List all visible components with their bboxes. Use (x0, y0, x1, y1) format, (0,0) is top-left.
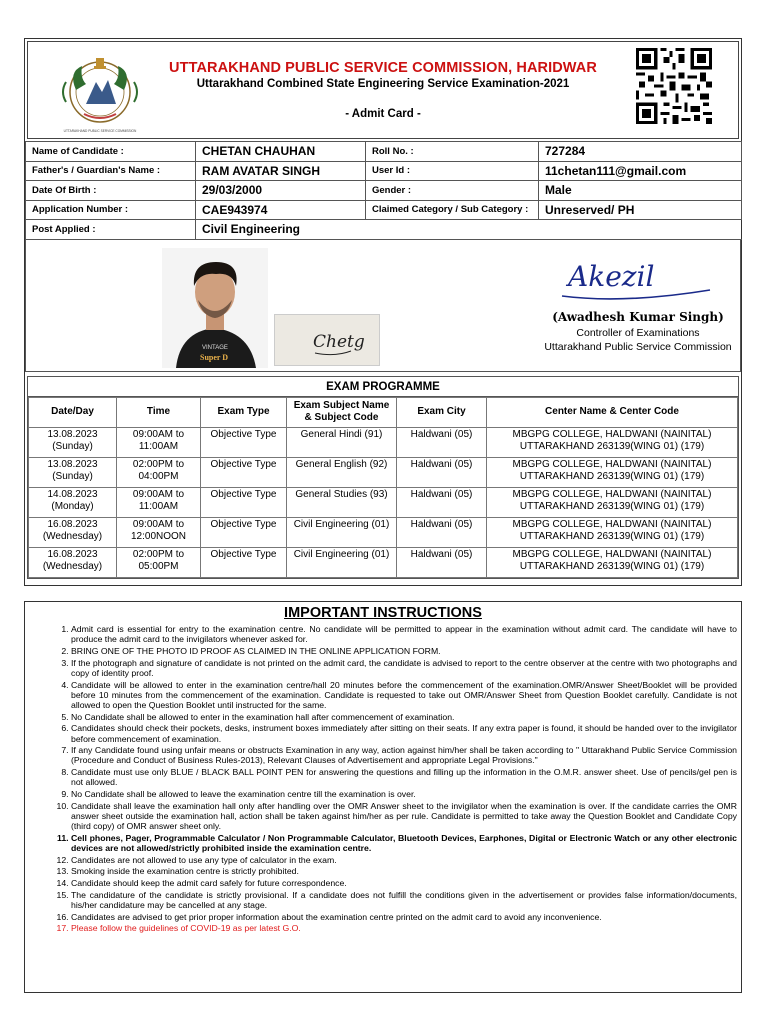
info-label: User Id : (366, 161, 539, 181)
exam-center-line: UTTARAKHAND 263139(WING 01) (179) (519, 500, 705, 512)
programme-row (29, 457, 738, 487)
instruction-item: 12. Candidates are not allowed to use any type of calculator in the exam. (71, 855, 737, 865)
instructions-list (25, 624, 741, 934)
exam-city: Haldwani (05) (397, 547, 487, 577)
info-label: Date Of Birth : (26, 181, 196, 201)
exam-time-line: 04:00PM (138, 470, 179, 482)
exam-date-line: (Sunday) (52, 470, 93, 482)
exam-date-line: (Wednesday) (42, 530, 103, 542)
exam-center-line: UTTARAKHAND 263139(WING 01) (179) (519, 560, 705, 572)
candidate-signature-text: Chetg (313, 331, 365, 352)
exam-center (487, 487, 738, 517)
exam-date-line: (Monday) (51, 500, 94, 512)
instruction-item: 9. No Candidate shall be allowed to leave the examination centre till the examination is over. (71, 789, 737, 799)
instruction-item: 15. The candidature of the candidate is strictly provisional. If a candidate does not fulfill the conditions given in the advertisement or provides false information/documents, his/her candidature may be cancelled at any stage. (71, 890, 737, 910)
info-value: 11chetan111@gmail.com (539, 161, 742, 181)
instruction-item: 6. Candidates should check their pockets, desks, instrument boxes immediately after sitting on their seats. If any extra paper is found, it should be handed over to the invigilator before commencement of examination. (71, 723, 737, 743)
candidate-signature (274, 314, 380, 366)
controller-designation: Controller of Examinations (576, 326, 700, 339)
exam-name: Uttarakhand Combined State Engineering Service Examination-2021 (196, 78, 570, 90)
info-row (26, 220, 742, 240)
exam-city: Haldwani (05) (397, 487, 487, 517)
exam-date-line: 13.08.2023 (47, 458, 98, 470)
exam-date (29, 427, 117, 457)
exam-center-line: MBGPG COLLEGE, HALDWANI (NAINITAL) (512, 518, 712, 530)
exam-time (117, 457, 201, 487)
programme-row (29, 517, 738, 547)
info-value: Unreserved/ PH (539, 200, 742, 220)
post-applied-value: Civil Engineering (196, 220, 742, 240)
exam-programme (27, 376, 739, 579)
programme-row (29, 487, 738, 517)
controller-name: (Awadhesh Kumar Singh) (552, 309, 724, 324)
instruction-item: 1. Admit card is essential for entry to the examination centre. No candidate will be permitted to appear in the examination without admit card. The candidate will have to produce the admit card to the invigilators whenever asked for. (71, 624, 737, 644)
exam-subject: General Studies (93) (287, 487, 397, 517)
controller-signature-text: Akezil (568, 259, 655, 293)
exam-date (29, 487, 117, 517)
info-label: Claimed Category / Sub Category : (366, 200, 539, 220)
exam-center (487, 547, 738, 577)
exam-city: Haldwani (05) (397, 427, 487, 457)
info-label: Roll No. : (366, 142, 539, 162)
instruction-item: 4. Candidate will be allowed to enter in the examination centre/hall 20 minutes before the commencement of the examination.OMR/Answer Sheet/Booklet will be provided before 10 minutes from the commencement of the examination. Candidate is requested to take out OMR/Answer Sheet from Question Booklet carefully. Candidate is not allowed to open the Question Booklet until instructed for the same. (71, 680, 737, 711)
instruction-item: 13. Smoking inside the examination centre is strictly prohibited. (71, 866, 737, 876)
controller-organisation: Uttarakhand Public Service Commission (544, 340, 732, 353)
exam-center-line: MBGPG COLLEGE, HALDWANI (NAINITAL) (512, 488, 712, 500)
exam-date (29, 457, 117, 487)
exam-date-line: 14.08.2023 (47, 488, 98, 500)
exam-subject: General Hindi (91) (287, 427, 397, 457)
exam-time (117, 427, 201, 457)
programme-header: Center Name & Center Code (487, 397, 738, 427)
exam-type: Objective Type (201, 547, 287, 577)
exam-time-line: 12:00NOON (130, 530, 187, 542)
exam-date-line: 16.08.2023 (47, 518, 98, 530)
photo-shirt-script: Super D (200, 352, 229, 362)
exam-time-line: 11:00AM (138, 440, 179, 452)
info-row (26, 200, 742, 220)
programme-header: Exam City (397, 397, 487, 427)
exam-type: Objective Type (201, 457, 287, 487)
exam-date-line: (Sunday) (52, 440, 93, 452)
exam-date-line: 13.08.2023 (47, 428, 98, 440)
instruction-item: 7. If any Candidate found using unfair means or obstructs Examination in any way, action against him/her shall be taken according to " Uttarakhand Public Service Commission (Procedure and Conduct of Business Rules-2013), Relevant Clauses of Advertisement and appropriate Legal Provisions." (71, 745, 737, 765)
exam-subject: Civil Engineering (01) (287, 547, 397, 577)
instruction-item: 5. No Candidate shall be allowed to enter in the examination hall after commencement of examination. (71, 712, 737, 722)
exam-time-line: 09:00AM to (132, 518, 185, 530)
info-label: Father's / Guardian's Name : (26, 161, 196, 181)
exam-time-line: 09:00AM to (132, 428, 185, 440)
candidate-photo (162, 248, 268, 368)
exam-subject: Civil Engineering (01) (287, 517, 397, 547)
exam-type: Objective Type (201, 427, 287, 457)
commission-title: UTTARAKHAND PUBLIC SERVICE COMMISSION, HARIDWAR (169, 60, 597, 76)
exam-time-line: 05:00PM (138, 560, 179, 572)
exam-time-line: 02:00PM to (132, 548, 185, 560)
instruction-item: 11. Cell phones, Pager, Programmable Calculator / Non Programmable Calculator, Bluetooth Devices, Earphones, Digital or Electronic Watch or any other electronic devices are not allowed/strictly prohibited inside the examination centre. (71, 833, 737, 853)
exam-time-line: 09:00AM to (132, 488, 185, 500)
exam-type: Objective Type (201, 517, 287, 547)
exam-time (117, 547, 201, 577)
exam-center (487, 517, 738, 547)
info-label: Application Number : (26, 200, 196, 220)
exam-date (29, 517, 117, 547)
instruction-item: 14. Candidate should keep the admit card safely for future correspondence. (71, 878, 737, 888)
exam-time (117, 517, 201, 547)
info-value: 727284 (539, 142, 742, 162)
important-instructions (24, 601, 742, 993)
programme-header: Time (117, 397, 201, 427)
exam-time (117, 487, 201, 517)
info-row (26, 161, 742, 181)
info-value: 29/03/2000 (196, 181, 366, 201)
exam-center-line: UTTARAKHAND 263139(WING 01) (179) (519, 440, 705, 452)
instructions-title: IMPORTANT INSTRUCTIONS (284, 605, 482, 621)
exam-center-line: MBGPG COLLEGE, HALDWANI (NAINITAL) (512, 458, 712, 470)
exam-center-line: MBGPG COLLEGE, HALDWANI (NAINITAL) (512, 428, 712, 440)
instruction-item: 3. If the photograph and signature of candidate is not printed on the admit card, the candidate is advised to report to the centre observer at the centre with two photographs and copy of identity proof. (71, 658, 737, 678)
controller-signature (554, 250, 714, 308)
exam-date-line: 16.08.2023 (47, 548, 98, 560)
instruction-item: 8. Candidate must use only BLUE / BLACK BALL POINT PEN for answering the questions and filling up the information in the O.M.R. answer sheet. Use of pencils/gel pen is not allowed. (71, 767, 737, 787)
exam-city: Haldwani (05) (397, 517, 487, 547)
exam-center-line: UTTARAKHAND 263139(WING 01) (179) (519, 530, 705, 542)
instruction-item: 2. BRING ONE OF THE PHOTO ID PROOF AS CLAIMED IN THE ONLINE APPLICATION FORM. (71, 646, 737, 656)
programme-row (29, 547, 738, 577)
info-value: CAE943974 (196, 200, 366, 220)
programme-header: Exam Type (201, 397, 287, 427)
info-value: CHETAN CHAUHAN (196, 142, 366, 162)
qr-code-icon (636, 48, 712, 124)
instruction-item: 16. Candidates are advised to get prior proper information about the examination centre printed on the admit card to avoid any inconvenience. (71, 912, 737, 922)
info-value: RAM AVATAR SINGH (196, 161, 366, 181)
instruction-item: 10. Candidate shall leave the examination hall only after handling over the OMR Answer sheet to the invigilator when the examination is over. If the candidate carries the OMR answer sheet outside the examination hall, action shall be taken against him/her as per rule. Candidate is permitted to take away the Question Booklet and Candidate Copy (third copy) of OMR answer sheet only. (71, 801, 737, 832)
programme-header: Date/Day (29, 397, 117, 427)
info-row (26, 142, 742, 162)
photo-signature-area (25, 240, 741, 372)
programme-header: Exam Subject Name & Subject Code (287, 397, 397, 427)
exam-subject: General English (92) (287, 457, 397, 487)
logo-caption: UTTARAKHAND PUBLIC SERVICE COMMISSION (63, 129, 137, 133)
exam-date-line: (Wednesday) (42, 560, 103, 572)
info-label: Name of Candidate : (26, 142, 196, 162)
exam-time-line: 11:00AM (138, 500, 179, 512)
instruction-item: 17. Please follow the guidelines of COVID-19 as per latest G.O. (71, 923, 737, 933)
exam-time-line: 02:00PM to (132, 458, 185, 470)
programme-row (29, 427, 738, 457)
info-row (26, 181, 742, 201)
exam-center-line: MBGPG COLLEGE, HALDWANI (NAINITAL) (512, 548, 712, 560)
exam-center-line: UTTARAKHAND 263139(WING 01) (179) (519, 470, 705, 482)
exam-date (29, 547, 117, 577)
info-label: Gender : (366, 181, 539, 201)
candidate-info-table (25, 141, 742, 240)
document-type: - Admit Card - (345, 108, 421, 120)
exam-center (487, 427, 738, 457)
info-value: Male (539, 181, 742, 201)
admit-card (24, 38, 742, 586)
post-applied-label: Post Applied : (26, 220, 196, 240)
card-header (27, 41, 739, 139)
exam-city: Haldwani (05) (397, 457, 487, 487)
exam-type: Objective Type (201, 487, 287, 517)
photo-shirt-text: VINTAGE (202, 344, 228, 351)
exam-programme-title: EXAM PROGRAMME (28, 377, 738, 397)
exam-programme-table (28, 397, 738, 578)
exam-center (487, 457, 738, 487)
